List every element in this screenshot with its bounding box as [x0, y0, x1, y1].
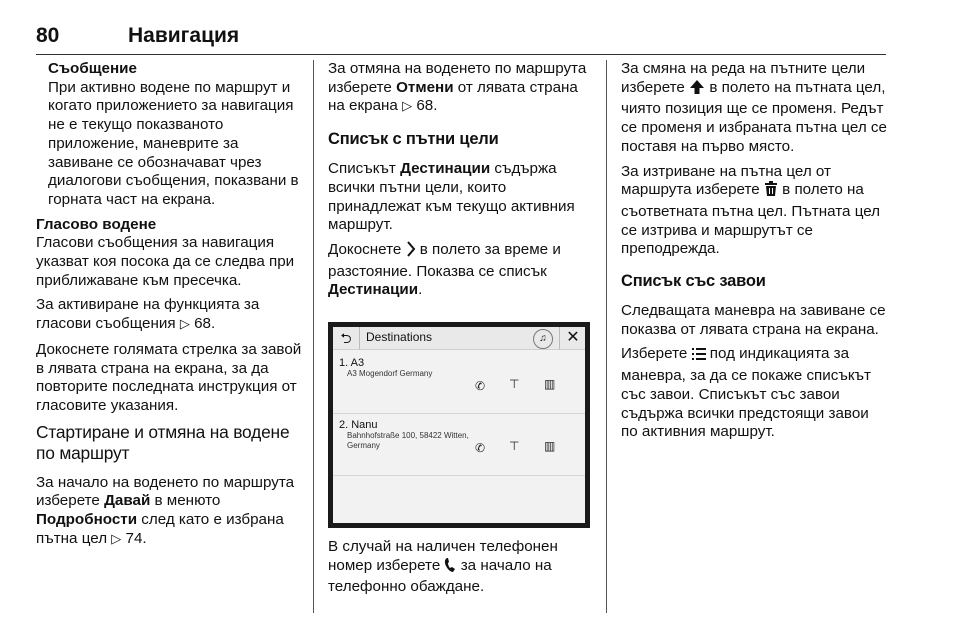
list-divider	[333, 413, 585, 414]
page-number: 80	[36, 24, 60, 47]
column-2	[328, 60, 590, 603]
section-heading-destinations: Списък с пътни цели	[328, 130, 499, 149]
column-3	[621, 60, 889, 448]
chapter-title: Навигация	[128, 24, 240, 47]
voice-activate: За активиране на функцията за гласови съобщения ⁠▷ 68.	[36, 296, 260, 333]
voice-text: Гласови съобщения за навигация указват коя посока да се следва при приближаване към пресечка.	[36, 234, 295, 289]
screen-title-bar	[333, 327, 585, 350]
destination-entry-1[interactable]: 1. A3 A3 Mogendorf Germany	[339, 357, 433, 379]
destinations-screenshot	[328, 322, 590, 528]
column-divider	[606, 60, 607, 613]
destinations-list-text: Списъкът Дестинации съдържа всички пътни цели, които принадлежат към текущо активния маршрут.	[328, 160, 575, 234]
screen-title: Destinations	[366, 330, 433, 345]
move-up-icon[interactable]: ⊤	[509, 377, 520, 392]
back-icon[interactable]: ⮌	[333, 327, 360, 349]
messages-text: При активно водене по маршрут и когато приложението за навигация не е текущо показваното приложение, маневрите за завиване се обозначават чрез диалогови съобщения, показвани в горната част на екрана.	[48, 78, 299, 208]
turn-list-select-text: Изберете под индикацията за маневра, за да се покаже списъкът със завои. Списъкът със завои съдържа всички предстоящи завои по активния маршрут.	[621, 345, 871, 441]
trash-icon	[764, 181, 778, 203]
messages-title: Съобщение	[48, 60, 137, 77]
section-heading-start-cancel: Стартиране и отмяна на водене по маршрут	[36, 421, 290, 463]
messages-section	[36, 60, 306, 210]
phone-icon[interactable]: ✆	[475, 379, 486, 394]
phone-icon	[444, 557, 456, 579]
reorder-text: За смяна на реда на пътните цели изберете в полето на пътната цел, чиято позиция ще се променя. Редът се променя и избраната пътна цел се поставя на първо място.	[621, 60, 887, 155]
music-icon[interactable]: ♫	[533, 329, 553, 349]
column-1	[36, 60, 306, 555]
section-heading-turn-list: Списък със завои	[621, 272, 766, 291]
cancel-guidance-text: За отмяна на воденето по маршрута изберете Отмени от лявата страна на екрана ▷ 68.	[328, 60, 587, 115]
trash-icon[interactable]: ▥	[544, 439, 556, 454]
destinations-screen	[333, 327, 585, 523]
chevron-right-icon	[406, 241, 416, 263]
touch-arrow-text: Докоснете в полето за време и разстояние. Показва се списък Дестинации.	[328, 240, 561, 299]
list-divider	[333, 475, 585, 476]
list-icon	[692, 347, 706, 367]
voice-repeat: Докоснете голямата стрелка за завой в лявата страна на екрана, за да повторите последната инструкция от гласовите указания.	[36, 340, 302, 414]
phone-call-text: В случай на наличен телефонен номер изберете за начало на телефонно обаждане.	[328, 538, 558, 596]
page-ref-icon: ▷	[402, 99, 413, 115]
page-header	[36, 22, 886, 55]
start-guidance-text: За начало на воденето по маршрута изберете Давай в менюто Подробности след като е избрана пътна цел ▷ 74.	[36, 473, 295, 547]
close-icon[interactable]: ✕	[559, 327, 586, 349]
delete-text: За изтриване на пътна цел от маршрута изберете в полето на съответната пътна цел. Пътната цел се изтрива и маршрутът се преподрежда.	[621, 162, 881, 258]
trash-icon[interactable]: ▥	[544, 377, 556, 392]
destination-entry-2[interactable]: 2. Nanu Bahnhofstraße 100, 58422 Witten, Germany	[339, 419, 469, 451]
page-ref-icon: ▷	[111, 531, 122, 547]
phone-icon[interactable]: ✆	[475, 441, 486, 456]
move-up-icon[interactable]: ⊤	[509, 439, 520, 454]
turns-text: Следващата маневра на завиване се показва от лявата страна на екрана.	[621, 302, 886, 338]
column-divider	[313, 60, 314, 613]
arrow-up-icon	[689, 79, 705, 101]
page-ref-icon: ⁠▷	[179, 317, 190, 333]
voice-title: Гласово водене	[36, 215, 157, 233]
